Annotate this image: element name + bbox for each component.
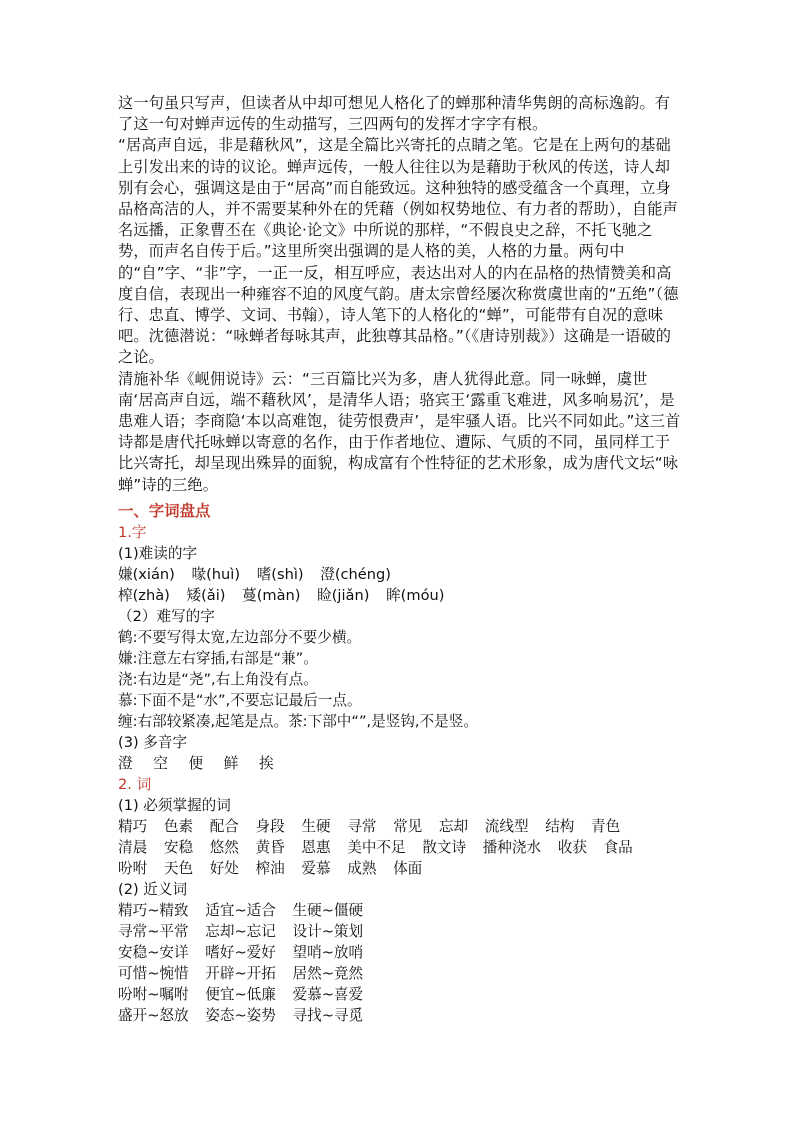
- difficult-write-line: 鹤:不要写得太宽,左边部分不要少横。: [118, 628, 362, 646]
- synonym-row: [118, 921, 682, 942]
- section-title: 一、字词盘点: [118, 501, 211, 520]
- polyphone-char: 便: [188, 754, 204, 772]
- must-master-row-1: [118, 816, 682, 837]
- word-item: 榨油: [255, 859, 285, 877]
- word-item: 体面: [393, 859, 423, 877]
- synonym-row: [118, 942, 682, 963]
- word-item: 眸(móu): [386, 586, 445, 604]
- synonym-pair: 姿态~姿势: [205, 1006, 276, 1024]
- word-item: 嗜(shì): [256, 565, 304, 583]
- sub-title-words: 2. 词: [118, 775, 152, 793]
- word-item: 吩咐: [118, 859, 148, 877]
- difficult-write-line: 浇:右边是“尧”,右上角没有点。: [118, 670, 318, 688]
- difficult-write-title: （2）难写的字: [118, 607, 215, 625]
- synonym-row: [118, 984, 682, 1005]
- synonym-pair: 精巧~精致: [118, 901, 189, 919]
- synonym-pair: 嗜好~爱好: [205, 943, 276, 961]
- word-item: 嫌(xián): [118, 565, 175, 583]
- word-item: 青色: [591, 817, 621, 835]
- word-item: 流线型: [484, 817, 529, 835]
- paragraph-1: 这一句虽只写声，但读者从中却可想见人格化了的蝉那种清华隽朗的高标逸韵。有了这一句对蝉声远传的生动描写，三四两句的发挥才字字有根。: [118, 94, 671, 134]
- document-page: [118, 93, 682, 1026]
- synonym-pair: 忘却~忘记: [205, 922, 276, 940]
- word-item: 收获: [557, 838, 587, 856]
- word-item: 忘却: [438, 817, 469, 835]
- polyphone-char: 鲜: [223, 754, 239, 772]
- word-item: 睑(jiǎn): [317, 586, 370, 604]
- synonym-pair: 爱慕~喜爱: [292, 985, 364, 1003]
- word-item: 榨(zhà): [118, 586, 170, 604]
- difficult-write-line: 缠:右部较紧凑,起笔是点。茶:下部中“”,是竖钩,不是竖。: [118, 712, 478, 730]
- word-item: 蔓(màn): [242, 586, 301, 604]
- synonym-pair: 生硬~僵硬: [292, 901, 364, 919]
- word-item: 矮(ǎi): [186, 586, 226, 604]
- word-item: 悠然: [209, 838, 239, 856]
- difficult-read-row-1: [118, 564, 682, 585]
- synonym-pair: 望哨~放哨: [292, 943, 364, 961]
- paragraph-2: “居高声自远，非是藉秋风”，这是全篇比兴寄托的点睛之笔。它是在上两句的基础上引发出来的诗的议论。蝉声远传，一般人往往以为是藉助于秋风的传送，诗人却别有会心，强调这是由于“居高”而自能致远。这种独特的感受蕴含一个真理，立身品格高洁的人，并不需要某种外在的凭藉（例如权势地位、有力者的帮助），自能声名远播，正象曹丕在《典论·论文》中所说的那样，“不假良史之辞，不托飞驰之势，而声名自传于后。”这里所突出强调的是人格的美，人格的力量。两句中的“自”字、“非”字，一正一反，相互呼应，表达出对人的内在品格的热情赞美和高度自信，表现出一种雍容不迫的风度气韵。唐太宗曾经屡次称赏虞世南的“五绝”（德行、忠直、博学、文词、书翰），诗人笔下的人格化的“蝉”，可能带有自况的意味吧。沈德潜说：“咏蝉者每咏其声，此独尊其品格。”（《唐诗别裁》）这确是一语破的之论。: [118, 136, 679, 367]
- difficult-write-line: 慕:下面不是“水”,不要忘记最后一点。: [118, 691, 362, 709]
- word-item: 生硬: [301, 817, 331, 835]
- polyphone-title: (3) 多音字: [118, 733, 188, 751]
- word-item: 常见: [393, 817, 423, 835]
- word-item: 恩惠: [301, 838, 331, 856]
- synonym-pair: 盛开~怒放: [118, 1006, 189, 1024]
- polyphone-char: 澄: [118, 754, 133, 772]
- word-item: 色素: [163, 817, 194, 835]
- synonym-title: (2) 近义词: [118, 880, 188, 898]
- word-item: 食品: [603, 838, 633, 856]
- synonym-pair: 吩咐~嘱咐: [118, 985, 189, 1003]
- paragraph-3: 清施补华《岘佣说诗》云：“三百篇比兴为多，唐人犹得此意。同一咏蝉，虞世南‘居高声自远，端不藉秋风’，是清华人语；骆宾王‘露重飞难进，风多响易沉’，是患难人语；李商隐‘本以高难饱，徒劳恨费声’，是牢骚人语。比兴不同如此。”这三首诗都是唐代托咏蝉以寄意的名作，由于作者地位、遭际、气质的不同，虽同样工于比兴寄托，却呈现出殊异的面貌，构成富有个性特征的艺术形象，成为唐代文坛“咏蝉”诗的三绝。: [118, 369, 681, 494]
- word-item: 配合: [209, 817, 239, 835]
- word-item: 安稳: [163, 838, 194, 856]
- word-item: 清晨: [118, 838, 148, 856]
- must-master-row-2: [118, 837, 682, 858]
- synonym-pair: 设计~策划: [292, 922, 364, 940]
- polyphone-char: 挨: [259, 754, 274, 772]
- word-item: 美中不足: [347, 838, 406, 856]
- synonym-row: [118, 1005, 682, 1026]
- synonym-pair: 便宜~低廉: [205, 985, 276, 1003]
- word-item: 好处: [209, 859, 239, 877]
- polyphone-char: 空: [153, 754, 168, 772]
- must-master-title: (1) 必须掌握的词: [118, 796, 231, 814]
- synonym-pair: 可惜~惋惜: [118, 964, 189, 982]
- difficult-write-line: 嫌:注意左右穿插,右部是“兼”。: [118, 649, 318, 667]
- synonym-pair: 居然~竟然: [292, 964, 364, 982]
- word-item: 精巧: [118, 817, 148, 835]
- word-item: 天色: [163, 859, 194, 877]
- difficult-read-title: (1)难读的字: [118, 544, 198, 562]
- word-item: 寻常: [347, 817, 377, 835]
- word-item: 结构: [545, 817, 575, 835]
- synonym-pair: 寻常~平常: [118, 922, 189, 940]
- must-master-row-3: [118, 858, 682, 879]
- word-item: 黄昏: [255, 838, 285, 856]
- word-item: 播种浇水: [482, 838, 542, 856]
- synonym-pair: 安稳~安详: [118, 943, 189, 961]
- synonym-pair: 开辟~开拓: [205, 964, 276, 982]
- word-item: 喙(huì): [191, 565, 241, 583]
- word-item: 身段: [255, 817, 285, 835]
- word-item: 爱慕: [301, 859, 331, 877]
- word-item: 散文诗: [422, 838, 467, 856]
- polyphone-row: [118, 753, 682, 774]
- synonym-pair: 寻找~寻觅: [292, 1006, 364, 1024]
- synonym-pair: 适宜~适合: [205, 901, 276, 919]
- synonym-row: [118, 900, 682, 921]
- difficult-read-row-2: [118, 585, 682, 606]
- word-item: 成熟: [347, 859, 377, 877]
- synonym-row: [118, 963, 682, 984]
- word-item: 澄(chéng): [320, 565, 391, 583]
- sub-title-characters: 1.字: [118, 523, 147, 541]
